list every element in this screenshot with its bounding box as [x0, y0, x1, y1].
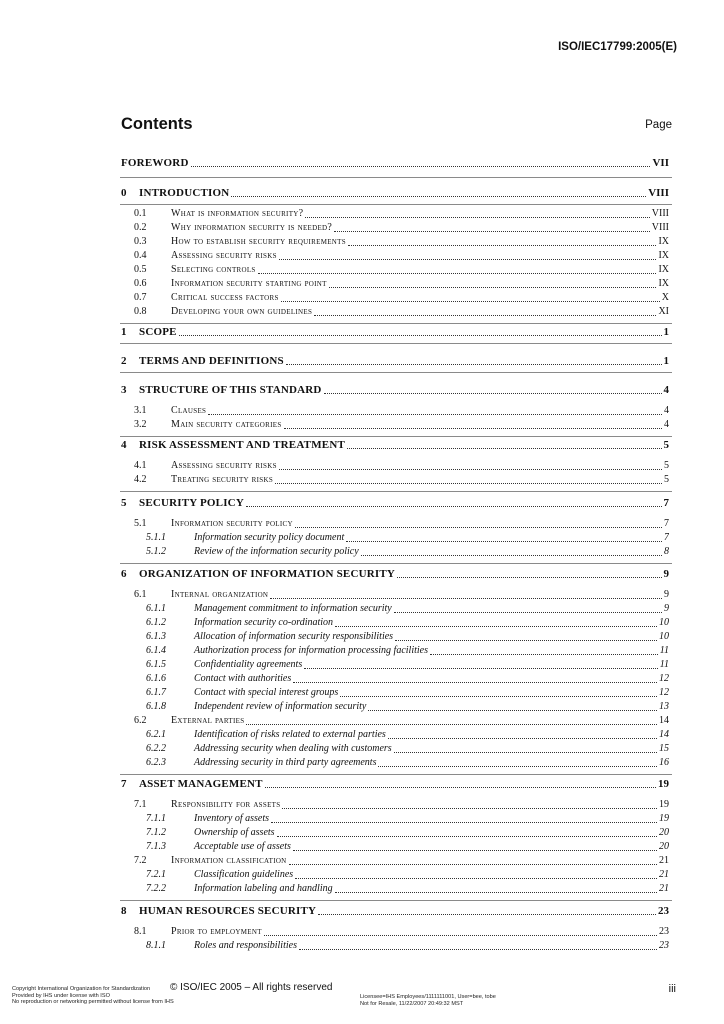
- toc-entry-title: Selecting controls: [171, 264, 256, 275]
- toc-entry-page: VII: [652, 157, 669, 169]
- toc-entry-title: RISK ASSESSMENT AND TREATMENT: [139, 439, 346, 451]
- toc-subsubsection-entry[interactable]: [146, 531, 669, 545]
- toc-entry-title: Developing your own guidelines: [171, 306, 313, 317]
- dot-leader: [347, 447, 661, 449]
- toc-entry-title: Addressing security in third party agreements: [194, 757, 377, 768]
- toc-entry-title: Acceptable use of assets: [194, 841, 291, 852]
- dot-leader: [277, 835, 657, 837]
- toc-entry-title: How to establish security requirements: [171, 236, 346, 247]
- toc-entry-title: Clauses: [171, 405, 207, 416]
- toc-entry-title: STRUCTURE OF THIS STANDARD: [139, 384, 322, 396]
- footer-copyright-block: [12, 986, 174, 1006]
- toc-entry-page: 5: [663, 439, 669, 451]
- toc-entry-page: 7: [663, 497, 669, 509]
- toc-entry-page: 5: [664, 460, 669, 471]
- dot-leader: [324, 392, 662, 394]
- footer-license-block: [360, 994, 496, 1007]
- toc-entry-page: IX: [658, 264, 669, 275]
- toc-entry-title: Main security categories: [171, 419, 282, 430]
- toc-entry-title: FOREWORD: [121, 157, 189, 169]
- section-divider: [120, 774, 672, 775]
- toc-entry-title: Review of the information security policy: [194, 546, 359, 557]
- toc-subsubsection-entry[interactable]: [146, 868, 669, 882]
- toc-entry-title: Identification of risks related to external parties: [194, 729, 386, 740]
- dot-leader: [289, 863, 657, 865]
- page-number: iii: [668, 983, 676, 995]
- toc-entry-title: Responsibility for assets: [171, 799, 281, 810]
- toc-entry-page: VIII: [651, 222, 669, 233]
- toc-entry-number: 5.1.2: [146, 546, 166, 557]
- toc-entry-page: 23: [658, 905, 669, 917]
- toc-entry-page: 5: [664, 474, 669, 485]
- toc-entry-page: 13: [659, 701, 669, 712]
- section-divider: [120, 343, 672, 344]
- toc-entry-number: 5.1: [134, 518, 147, 529]
- toc-subsection-entry[interactable]: [134, 854, 669, 868]
- dot-leader: [279, 258, 657, 260]
- toc-subsection-entry[interactable]: [134, 235, 669, 249]
- toc-entry-number: 4.2: [134, 474, 147, 485]
- toc-entry-title: Management commitment to information security: [194, 603, 392, 614]
- toc-entry-number: 3.1: [134, 405, 147, 416]
- toc-entry-page: 12: [659, 687, 669, 698]
- toc-entry-title: What is information security?: [171, 208, 304, 219]
- dot-leader: [340, 695, 657, 697]
- dot-leader: [394, 751, 657, 753]
- toc-entry-page: 20: [659, 841, 669, 852]
- toc-entry-number: 3: [121, 384, 127, 396]
- toc-entry-page: 23: [659, 926, 669, 937]
- toc-subsection-entry[interactable]: [134, 221, 669, 235]
- dot-leader: [388, 737, 657, 739]
- toc-entry-page: 7: [664, 518, 669, 529]
- footer-copyright-line: Provided by IHS under license with ISO: [12, 992, 110, 999]
- standard-id: ISO/IEC17799:2005(E): [558, 41, 677, 53]
- toc-entry-number: 6.1.7: [146, 687, 166, 698]
- toc-entry-number: 4: [121, 439, 127, 451]
- toc-entry-title: Roles and responsibilities: [194, 940, 297, 951]
- toc-entry-title: Information security policy: [171, 518, 293, 529]
- dot-leader: [397, 576, 661, 578]
- dot-leader: [395, 639, 657, 641]
- toc-entry-page: 14: [659, 715, 669, 726]
- toc-subsubsection-entry[interactable]: [146, 742, 669, 756]
- dot-leader: [179, 334, 662, 336]
- toc-section-entry[interactable]: [121, 438, 669, 452]
- footer-rights: © ISO/IEC 2005 – All rights reserved: [170, 982, 333, 993]
- toc-subsubsection-entry[interactable]: [146, 630, 669, 644]
- dot-leader: [231, 195, 646, 197]
- toc-entry-number: 0.4: [134, 250, 147, 261]
- toc-section-entry[interactable]: [121, 156, 669, 170]
- toc-entry-page: 23: [659, 940, 669, 951]
- toc-subsection-entry[interactable]: [134, 588, 669, 602]
- toc-entry-page: VIII: [651, 208, 669, 219]
- toc-section-entry[interactable]: [121, 383, 669, 397]
- toc-subsection-entry[interactable]: [134, 517, 669, 531]
- toc-subsubsection-entry[interactable]: [146, 602, 669, 616]
- section-divider: [120, 323, 672, 324]
- toc-subsection-entry[interactable]: [134, 473, 669, 487]
- toc-entry-page: 20: [659, 827, 669, 838]
- toc-subsubsection-entry[interactable]: [146, 812, 669, 826]
- toc-section-entry[interactable]: [121, 354, 669, 368]
- toc-entry-title: TERMS AND DEFINITIONS: [139, 355, 284, 367]
- toc-entry-page: 8: [664, 546, 669, 557]
- toc-entry-page: 11: [659, 645, 669, 656]
- toc-entry-page: IX: [658, 236, 669, 247]
- toc-entry-number: 5: [121, 497, 127, 509]
- toc-subsubsection-entry[interactable]: [146, 672, 669, 686]
- toc-entry-number: 7.2.1: [146, 869, 166, 880]
- toc-entry-title: Contact with authorities: [194, 673, 292, 684]
- dot-leader: [329, 286, 657, 288]
- toc-entry-page: 4: [664, 419, 669, 430]
- contents-heading: Contents: [121, 115, 193, 133]
- toc-subsubsection-entry[interactable]: [146, 545, 669, 559]
- toc-entry-title: Contact with special interest groups: [194, 687, 339, 698]
- toc-entry-title: Classification guidelines: [194, 869, 294, 880]
- dot-leader: [335, 891, 657, 893]
- dot-leader: [314, 314, 656, 316]
- toc-subsection-entry[interactable]: [134, 418, 669, 432]
- toc-subsubsection-entry[interactable]: [146, 728, 669, 742]
- toc-entry-number: 7.1.2: [146, 827, 166, 838]
- toc-entry-page: VIII: [648, 187, 669, 199]
- dot-leader: [305, 216, 649, 218]
- dot-leader: [246, 505, 662, 507]
- toc-entry-number: 6.2.3: [146, 757, 166, 768]
- toc-entry-number: 8.1.1: [146, 940, 166, 951]
- footer-copyright-line: No reproduction or networking permitted without license from IHS: [12, 999, 174, 1006]
- toc-entry-page: 1: [663, 326, 669, 338]
- toc-entry-title: Prior to employment: [171, 926, 262, 937]
- toc-subsection-entry[interactable]: [134, 249, 669, 263]
- toc-entry-page: 19: [659, 813, 669, 824]
- toc-subsubsection-entry[interactable]: [146, 616, 669, 630]
- toc-entry-title: Information labeling and handling: [194, 883, 333, 894]
- toc-entry-title: SECURITY POLICY: [139, 497, 244, 509]
- section-divider: [120, 436, 672, 437]
- toc-entry-title: Treating security risks: [171, 474, 274, 485]
- dot-leader: [258, 272, 657, 274]
- toc-subsubsection-entry[interactable]: [146, 756, 669, 770]
- toc-entry-number: 0.2: [134, 222, 147, 233]
- toc-entry-number: 2: [121, 355, 127, 367]
- toc-entry-number: 8: [121, 905, 127, 917]
- toc-entry-page: IX: [658, 278, 669, 289]
- toc-entry-number: 3.2: [134, 419, 147, 430]
- toc-subsubsection-entry[interactable]: [146, 826, 669, 840]
- toc-entry-title: Assessing security risks: [171, 460, 277, 471]
- toc-entry-page: 4: [663, 384, 669, 396]
- dot-leader: [318, 913, 656, 915]
- dot-leader: [334, 230, 650, 232]
- toc-subsection-entry[interactable]: [134, 925, 669, 939]
- dot-leader: [361, 554, 662, 556]
- dot-leader: [293, 681, 657, 683]
- toc-entry-title: HUMAN RESOURCES SECURITY: [139, 905, 317, 917]
- toc-entry-page: 9: [664, 589, 669, 600]
- dot-leader: [286, 363, 662, 365]
- toc-entry-title: Allocation of information security responsibilities: [194, 631, 394, 642]
- toc-subsection-entry[interactable]: [134, 207, 669, 221]
- dot-leader: [295, 877, 657, 879]
- toc-entry-number: 7: [121, 778, 127, 790]
- toc-subsection-entry[interactable]: [134, 305, 669, 319]
- dot-leader: [279, 468, 662, 470]
- dot-leader: [191, 165, 651, 167]
- toc-entry-number: 6.1.5: [146, 659, 166, 670]
- dot-leader: [335, 625, 657, 627]
- toc-subsection-entry[interactable]: [134, 714, 669, 728]
- toc-entry-page: 16: [659, 757, 669, 768]
- toc-subsubsection-entry[interactable]: [146, 700, 669, 714]
- toc-entry-page: IX: [658, 250, 669, 261]
- toc-entry-page: 7: [664, 532, 669, 543]
- dot-leader: [265, 786, 656, 788]
- toc-entry-title: External parties: [171, 715, 245, 726]
- toc-section-entry[interactable]: [121, 496, 669, 510]
- toc-subsubsection-entry[interactable]: [146, 658, 669, 672]
- toc-section-entry[interactable]: [121, 904, 669, 918]
- toc-entry-page: 9: [663, 568, 669, 580]
- section-divider: [120, 372, 672, 373]
- dot-leader: [282, 807, 657, 809]
- section-divider: [120, 204, 672, 205]
- dot-leader: [270, 597, 662, 599]
- toc-entry-page: 21: [659, 855, 669, 866]
- dot-leader: [304, 667, 658, 669]
- toc-entry-number: 6.1.6: [146, 673, 166, 684]
- toc-entry-number: 6.2.2: [146, 743, 166, 754]
- toc-entry-title: Ownership of assets: [194, 827, 275, 838]
- dot-leader: [208, 413, 662, 415]
- toc-entry-title: Information classification: [171, 855, 287, 866]
- toc-entry-title: Information security co-ordination: [194, 617, 334, 628]
- toc-entry-page: 12: [659, 673, 669, 684]
- toc-entry-number: 0.5: [134, 264, 147, 275]
- toc-section-entry[interactable]: [121, 777, 669, 791]
- dot-leader: [346, 540, 662, 542]
- toc-entry-page: XI: [658, 306, 669, 317]
- toc-subsubsection-entry[interactable]: [146, 939, 669, 953]
- dot-leader: [299, 948, 657, 950]
- toc-entry-number: 0.7: [134, 292, 147, 303]
- toc-entry-number: 6.1.1: [146, 603, 166, 614]
- toc-entry-title: Confidentiality agreements: [194, 659, 303, 670]
- toc-entry-title: ASSET MANAGEMENT: [139, 778, 263, 790]
- toc-entry-title: INTRODUCTION: [139, 187, 230, 199]
- toc-entry-number: 6.2: [134, 715, 147, 726]
- toc-entry-number: 6.1.8: [146, 701, 166, 712]
- toc-entry-page: 14: [659, 729, 669, 740]
- toc-entry-page: 21: [659, 869, 669, 880]
- toc-subsection-entry[interactable]: [134, 291, 669, 305]
- toc-entry-number: 0.6: [134, 278, 147, 289]
- toc-subsubsection-entry[interactable]: [146, 686, 669, 700]
- toc-entry-number: 4.1: [134, 460, 147, 471]
- dot-leader: [430, 653, 658, 655]
- toc-section-entry[interactable]: [121, 325, 669, 339]
- toc-entry-page: 1: [663, 355, 669, 367]
- toc-entry-number: 5.1.1: [146, 532, 166, 543]
- toc-entry-number: 7.2.2: [146, 883, 166, 894]
- toc-entry-number: 0.8: [134, 306, 147, 317]
- toc-entry-number: 6.1: [134, 589, 147, 600]
- toc-entry-title: Information security policy document: [194, 532, 345, 543]
- dot-leader: [368, 709, 657, 711]
- toc-entry-title: Critical success factors: [171, 292, 279, 303]
- toc-entry-page: 19: [659, 799, 669, 810]
- page-column-label: Page: [645, 119, 672, 131]
- toc-subsection-entry[interactable]: [134, 263, 669, 277]
- toc-entry-page: X: [661, 292, 669, 303]
- footer-copyright-line: Copyright International Organization for Standardization: [12, 986, 151, 992]
- toc-subsection-entry[interactable]: [134, 798, 669, 812]
- dot-leader: [295, 526, 662, 528]
- toc-entry-number: 7.2: [134, 855, 147, 866]
- toc-entry-number: 6.1.4: [146, 645, 166, 656]
- toc-entry-number: 7.1.1: [146, 813, 166, 824]
- toc-entry-title: Why information security is needed?: [171, 222, 333, 233]
- toc-entry-title: SCOPE: [139, 326, 177, 338]
- toc-entry-page: 19: [658, 778, 669, 790]
- toc-entry-page: 11: [659, 659, 669, 670]
- toc-section-entry[interactable]: [121, 186, 669, 200]
- toc-subsubsection-entry[interactable]: [146, 644, 669, 658]
- toc-subsubsection-entry[interactable]: [146, 840, 669, 854]
- footer-license-line: Not for Resale, 11/22/2007 20:49:32 MST: [360, 1000, 464, 1007]
- toc-entry-number: 8.1: [134, 926, 147, 937]
- toc-entry-page: 10: [659, 631, 669, 642]
- toc-entry-number: 0: [121, 187, 127, 199]
- toc-entry-number: 6.2.1: [146, 729, 166, 740]
- toc-subsubsection-entry[interactable]: [146, 882, 669, 896]
- toc-subsection-entry[interactable]: [134, 459, 669, 473]
- toc-entry-title: Independent review of information security: [194, 701, 367, 712]
- footer-license-line: Licensee=IHS Employees/1111111001, User=bee, tobe: [360, 994, 496, 1000]
- dot-leader: [284, 427, 662, 429]
- dot-leader: [348, 244, 657, 246]
- toc-entry-title: Assessing security risks: [171, 250, 277, 261]
- toc-entry-title: Internal organization: [171, 589, 269, 600]
- section-divider: [120, 491, 672, 492]
- toc-entry-title: Information security starting point: [171, 278, 327, 289]
- toc-entry-page: 10: [659, 617, 669, 628]
- dot-leader: [246, 723, 657, 725]
- toc-entry-number: 6: [121, 568, 127, 580]
- toc-entry-title: ORGANIZATION OF INFORMATION SECURITY: [139, 568, 396, 580]
- toc-subsection-entry[interactable]: [134, 277, 669, 291]
- dot-leader: [378, 765, 657, 767]
- dot-leader: [275, 482, 662, 484]
- dot-leader: [293, 849, 657, 851]
- section-divider: [120, 900, 672, 901]
- toc-entry-title: Inventory of assets: [194, 813, 269, 824]
- section-divider: [120, 563, 672, 564]
- section-divider: [120, 177, 672, 178]
- toc-entry-number: 6.1.3: [146, 631, 166, 642]
- toc-entry-number: 0.1: [134, 208, 147, 219]
- dot-leader: [281, 300, 660, 302]
- toc-section-entry[interactable]: [121, 567, 669, 581]
- toc-entry-page: 9: [664, 603, 669, 614]
- toc-entry-page: 15: [659, 743, 669, 754]
- dot-leader: [271, 821, 657, 823]
- toc-entry-number: 6.1.2: [146, 617, 166, 628]
- toc-entry-title: Authorization process for information processing facilities: [194, 645, 428, 656]
- dot-leader: [394, 611, 662, 613]
- toc-entry-title: Addressing security when dealing with customers: [194, 743, 392, 754]
- toc-entry-number: 1: [121, 326, 127, 338]
- toc-entry-number: 7.1.3: [146, 841, 166, 852]
- toc-entry-page: 4: [664, 405, 669, 416]
- toc-entry-number: 7.1: [134, 799, 147, 810]
- toc-entry-page: 21: [659, 883, 669, 894]
- dot-leader: [264, 934, 657, 936]
- toc-entry-number: 0.3: [134, 236, 147, 247]
- toc-subsection-entry[interactable]: [134, 404, 669, 418]
